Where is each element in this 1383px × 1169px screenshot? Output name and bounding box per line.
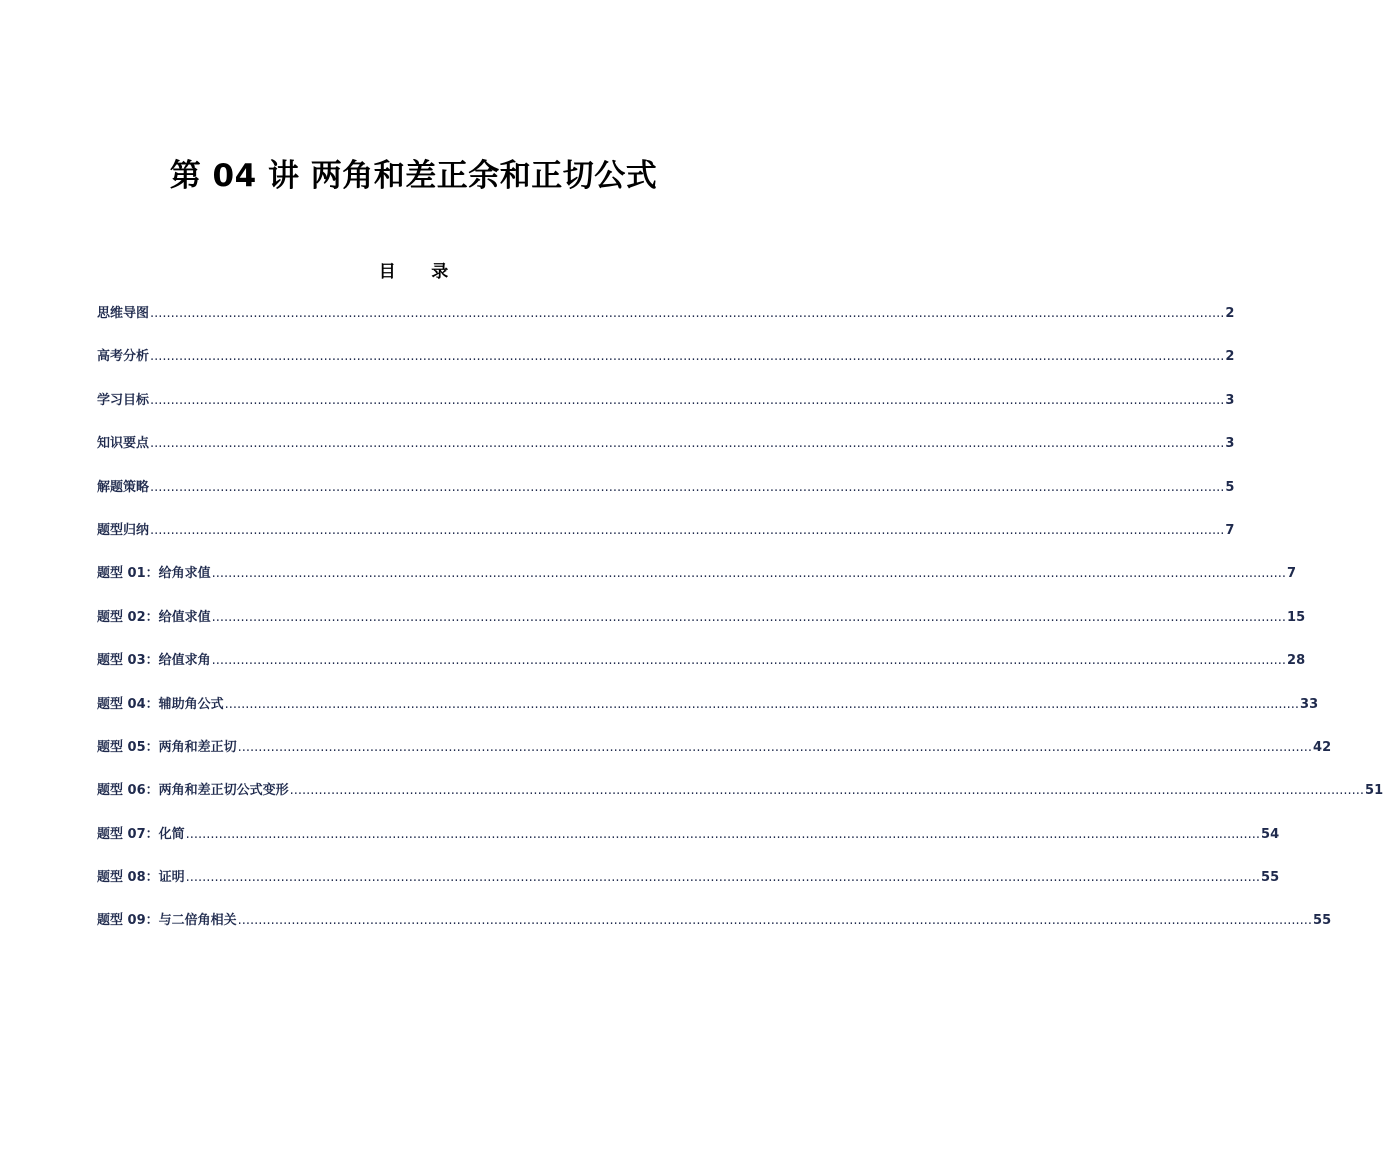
toc-entry[interactable] — [97, 782, 1383, 825]
toc-leader-dots: .................................................................................................................................................................................................................................................................... — [185, 826, 1261, 842]
toc-entry[interactable] — [97, 348, 1235, 391]
toc-entry-page: 3 — [1225, 392, 1235, 408]
toc-leader-dots: .................................................................................................................................................................................................................................................................... — [237, 739, 1313, 755]
toc-leader-dots: .................................................................................................................................................................................................................................................................... — [150, 392, 1225, 408]
toc-leader-dots: .................................................................................................................................................................................................................................................................... — [211, 566, 1287, 582]
document-title: 第 04 讲 两角和差正余和正切公式 — [169, 157, 658, 194]
toc-leader-dots: .................................................................................................................................................................................................................................................................... — [150, 436, 1225, 452]
toc-entry-label: 题型 01：给角求值 — [97, 566, 211, 582]
toc-entry-page: 54 — [1261, 826, 1280, 842]
toc-entry-label: 题型 07：化简 — [97, 826, 185, 842]
toc-entry-page: 5 — [1225, 479, 1235, 495]
toc-leader-dots: .................................................................................................................................................................................................................................................................... — [150, 522, 1225, 538]
toc-entry[interactable] — [97, 565, 1297, 608]
toc-entry-label: 题型 09：与二倍角相关 — [97, 913, 237, 929]
toc-entry[interactable] — [97, 522, 1235, 565]
toc-leader-dots: .................................................................................................................................................................................................................................................................... — [150, 479, 1225, 495]
toc-heading: 目 录 — [378, 262, 449, 282]
table-of-contents — [97, 305, 1383, 956]
toc-entry[interactable] — [97, 739, 1332, 782]
toc-entry-label: 高考分析 — [97, 349, 150, 365]
toc-entry[interactable] — [97, 392, 1235, 435]
toc-entry-page: 7 — [1287, 566, 1297, 582]
toc-entry-page: 15 — [1287, 609, 1306, 625]
toc-leader-dots: .................................................................................................................................................................................................................................................................... — [150, 349, 1225, 365]
toc-entry-page: 55 — [1261, 870, 1280, 886]
toc-entry[interactable] — [97, 912, 1332, 955]
toc-entry-page: 33 — [1300, 696, 1319, 712]
toc-entry-label: 题型 08：证明 — [97, 870, 185, 886]
toc-entry[interactable] — [97, 652, 1306, 695]
toc-entry[interactable] — [97, 435, 1235, 478]
toc-entry-label: 题型归纳 — [97, 522, 150, 538]
toc-entry-label: 解题策略 — [97, 479, 150, 495]
toc-entry[interactable] — [97, 479, 1235, 522]
toc-entry-page: 2 — [1225, 306, 1235, 321]
toc-entry-label: 知识要点 — [97, 436, 150, 452]
toc-entry-page: 2 — [1225, 349, 1235, 365]
toc-entry-label: 题型 03：给值求角 — [97, 653, 211, 669]
toc-entry-page: 55 — [1313, 913, 1332, 929]
toc-leader-dots: .................................................................................................................................................................................................................................................................... — [289, 783, 1365, 799]
toc-entry-page: 7 — [1225, 522, 1235, 538]
toc-entry[interactable] — [97, 696, 1319, 739]
toc-leader-dots: .................................................................................................................................................................................................................................................................... — [211, 653, 1287, 669]
toc-entry-page: 3 — [1225, 436, 1235, 452]
toc-entry-label: 思维导图 — [97, 306, 150, 321]
toc-entry-page: 51 — [1365, 783, 1383, 799]
toc-entry-label: 题型 06：两角和差正切公式变形 — [97, 783, 289, 799]
toc-entry[interactable] — [97, 609, 1306, 652]
toc-entry-label: 题型 02：给值求值 — [97, 609, 211, 625]
toc-leader-dots: .................................................................................................................................................................................................................................................................... — [237, 913, 1313, 929]
toc-leader-dots: .................................................................................................................................................................................................................................................................... — [211, 609, 1287, 625]
toc-entry[interactable] — [97, 826, 1280, 869]
toc-leader-dots: .................................................................................................................................................................................................................................................................... — [224, 696, 1300, 712]
toc-entry-page: 28 — [1287, 653, 1306, 669]
toc-entry-label: 学习目标 — [97, 392, 150, 408]
toc-leader-dots: .................................................................................................................................................................................................................................................................... — [185, 870, 1261, 886]
toc-entry-label: 题型 04：辅助角公式 — [97, 696, 224, 712]
toc-entry-page: 42 — [1313, 739, 1332, 755]
toc-entry-label: 题型 05：两角和差正切 — [97, 739, 237, 755]
toc-entry[interactable] — [97, 869, 1280, 912]
toc-leader-dots: .................................................................................................................................................................................................................................................................... — [150, 306, 1225, 321]
toc-entry[interactable] — [97, 305, 1235, 348]
